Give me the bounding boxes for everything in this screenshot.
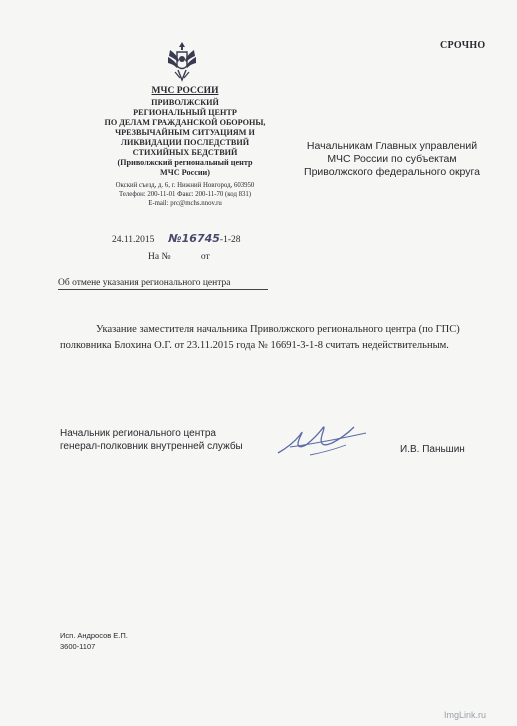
- reference-number-label: На №: [148, 252, 171, 262]
- registration-suffix: -1-28: [219, 235, 241, 245]
- sender-block: [60, 86, 310, 208]
- org-line: СТИХИЙНЫХ БЕДСТВИЙ: [132, 148, 238, 157]
- emblem-icon: [166, 40, 198, 82]
- sender-contacts: [60, 181, 310, 208]
- signatory-title-line: Начальник регионального центра: [60, 428, 216, 439]
- org-line: РЕГИОНАЛЬНЫЙ ЦЕНТР: [133, 108, 237, 117]
- reference-row: [148, 252, 278, 262]
- sender-address: Окский съезд, д. 6, г. Нижний Новгород, 603950: [115, 182, 255, 189]
- ministry-name: МЧС РОССИИ: [151, 86, 219, 96]
- org-line: ПРИВОЛЖСКИЙ: [151, 98, 219, 107]
- org-line: ПО ДЕЛАМ ГРАЖДАНСКОЙ ОБОРОНЫ,: [104, 118, 266, 127]
- subject-underline: [58, 289, 268, 290]
- reference-date-label: от: [200, 252, 210, 262]
- registration-date: 24.11.2015: [112, 235, 155, 245]
- executor-phone: 3600-1107: [60, 642, 96, 651]
- recipient-block: [292, 140, 492, 179]
- org-name-lines: [60, 98, 310, 178]
- registration-row: [112, 232, 241, 245]
- signatory-title-line: генерал-полковник внутренней службы: [60, 441, 243, 452]
- subject-line: Об отмене указания регионального центра: [58, 278, 231, 288]
- registration-number: №16745: [168, 232, 220, 245]
- org-line: МЧС России): [159, 168, 211, 177]
- org-line: (Приволжский региональный центр: [117, 158, 253, 167]
- recipient-line: Приволжского федерального округа: [304, 166, 480, 178]
- signatory-title: [60, 427, 290, 453]
- org-line: ЛИКВИДАЦИИ ПОСЛЕДСТВИЙ: [120, 138, 250, 147]
- signature-icon: [270, 415, 380, 465]
- urgency-mark: СРОЧНО: [440, 40, 486, 51]
- sender-phone: Телефон: 200-11-01 Факс: 200-11-70 (код 831): [118, 191, 252, 198]
- org-line: ЧРЕЗВЫЧАЙНЫМ СИТУАЦИЯМ И: [115, 128, 255, 137]
- sender-email: E-mail: prc@mchs.nnov.ru: [148, 200, 222, 207]
- signatory-name: И.В. Паньшин: [400, 444, 465, 455]
- executor-name: Исп. Андросов Е.П.: [60, 631, 128, 640]
- executor-block: [60, 630, 128, 652]
- letter-body: Указание заместителя начальника Приволжского регионального центра (по ГПС) полковника Блохина О.Г. от 23.11.2015 года № 16691-3-1-8 считать недействительным.: [60, 324, 460, 351]
- watermark: ImgLink.ru: [444, 710, 487, 720]
- recipient-line: Начальникам Главных управлений: [306, 140, 478, 152]
- recipient-line: МЧС России по субъектам: [327, 153, 457, 165]
